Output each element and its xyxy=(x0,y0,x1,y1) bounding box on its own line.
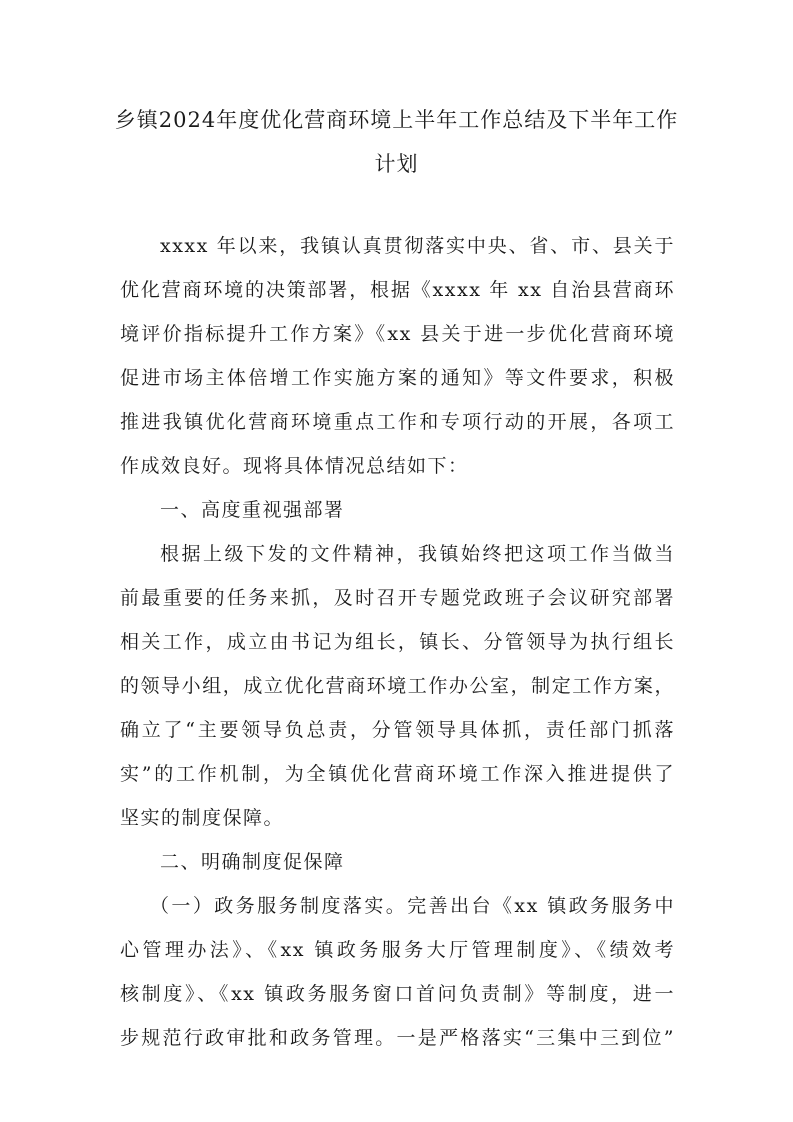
text-line: 根据上级下发的文件精神，我镇始终把这项工作当做当 xyxy=(160,543,675,565)
text-line: 步规范行政审批和政务管理。一是严格落实“三集中三到位” xyxy=(120,1027,675,1049)
text-line: 确立了“主要领导负总责，分管领导具体抓，责任部门抓落 xyxy=(120,719,675,741)
document-title xyxy=(110,98,683,186)
section-heading-2 xyxy=(120,840,675,884)
section-2-paragraph xyxy=(120,884,675,1060)
text-line: 促进市场主体倍增工作实施方案的通知》等文件要求，积极 xyxy=(120,367,675,389)
text-line: 推进我镇优化营商环境重点工作和专项行动的开展，各项工 xyxy=(120,411,675,433)
text-line: xxxx 年以来，我镇认真贯彻落实中央、省、市、县关于 xyxy=(160,235,675,257)
text-line: 实”的工作机制，为全镇优化营商环境工作深入推进提供了 xyxy=(120,763,675,785)
text-line: 相关工作，成立由书记为组长，镇长、分管领导为执行组长 xyxy=(120,631,675,653)
text-line: 的领导小组，成立优化营商环境工作办公室，制定工作方案， xyxy=(120,675,675,697)
document-body xyxy=(120,224,675,1060)
text-line: 核制度》、《xx 镇政务服务窗口首问负责制》等制度，进一 xyxy=(120,983,675,1005)
title-line: 计划 xyxy=(374,152,419,176)
heading-line: 一、高度重视强部署 xyxy=(160,499,345,521)
section-1-paragraph xyxy=(120,532,675,840)
title-line: 乡镇2024年度优化营商环境上半年工作总结及下半年工作 xyxy=(114,108,679,132)
section-heading-1 xyxy=(120,488,675,532)
text-line: （一）政务服务制度落实。完善出台《xx 镇政务服务中 xyxy=(150,895,675,917)
text-line: 心管理办法》、《xx 镇政务服务大厅管理制度》、《绩效考 xyxy=(120,939,675,961)
text-line: 前最重要的任务来抓，及时召开专题党政班子会议研究部署 xyxy=(120,587,675,609)
text-line: 坚实的制度保障。 xyxy=(120,807,285,829)
intro-paragraph xyxy=(120,224,675,488)
text-line: 境评价指标提升工作方案》《xx 县关于进一步优化营商环境 xyxy=(120,323,675,345)
text-line: 作成效良好。现将具体情况总结如下： xyxy=(120,455,469,477)
heading-line: 二、明确制度促保障 xyxy=(160,851,345,873)
text-line: 优化营商环境的决策部署，根据《xxxx 年 xx 自治县营商环 xyxy=(120,279,675,301)
